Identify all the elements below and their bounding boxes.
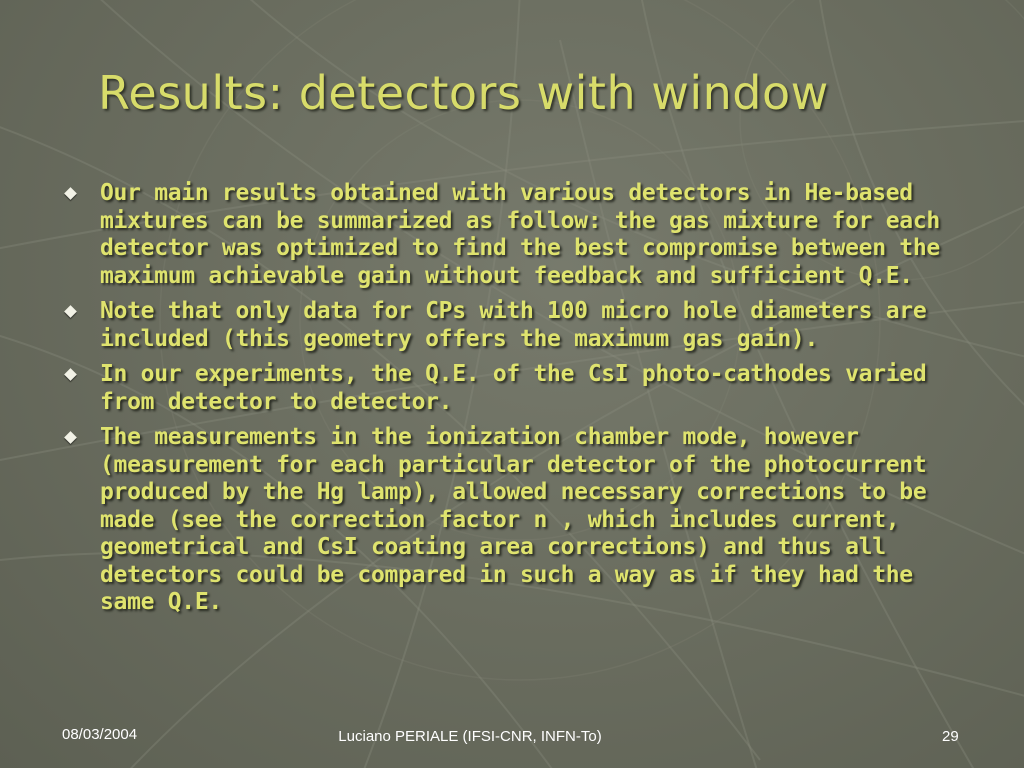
diamond-bullet-icon [64,431,77,444]
footer-date: 08/03/2004 [62,726,138,743]
bullet-item-2 [62,298,972,353]
bullet-text: The measurements in the ionization chamber mode, however (measurement for each particular detector of the photocurrent produced by the Hg lamp), allowed necessary corrections to be made (see the correction factor n , which includes current, geometrical and CsI coating area corrections) and thus all detectors could be compared in such a way as if they had the same Q.E. [100,424,927,615]
diamond-bullet-icon [64,368,77,381]
footer-page-number: 29 [942,728,959,745]
slide-title: Results: detectors with window [98,66,829,120]
bullet-item-3 [62,361,972,416]
diamond-bullet-icon [64,305,77,318]
bullet-item-1 [62,180,972,290]
bullet-text: Our main results obtained with various detectors in He-based mixtures can be summarized as follow: the gas mixture for each detector was optimized to find the best compromise between the maximum achievable gain without feedback and sufficient Q.E. [100,180,940,289]
bullet-text: In our experiments, the Q.E. of the CsI photo-cathodes varied from detector to detector. [100,361,927,415]
bullet-text: Note that only data for CPs with 100 micro hole diameters are included (this geometry offers the maximum gas gain). [100,298,927,352]
bullet-list [62,180,972,625]
footer-author: Luciano PERIALE (IFSI-CNR, INFN-To) [338,728,602,745]
bullet-item-4 [62,424,972,617]
diamond-bullet-icon [64,187,77,200]
